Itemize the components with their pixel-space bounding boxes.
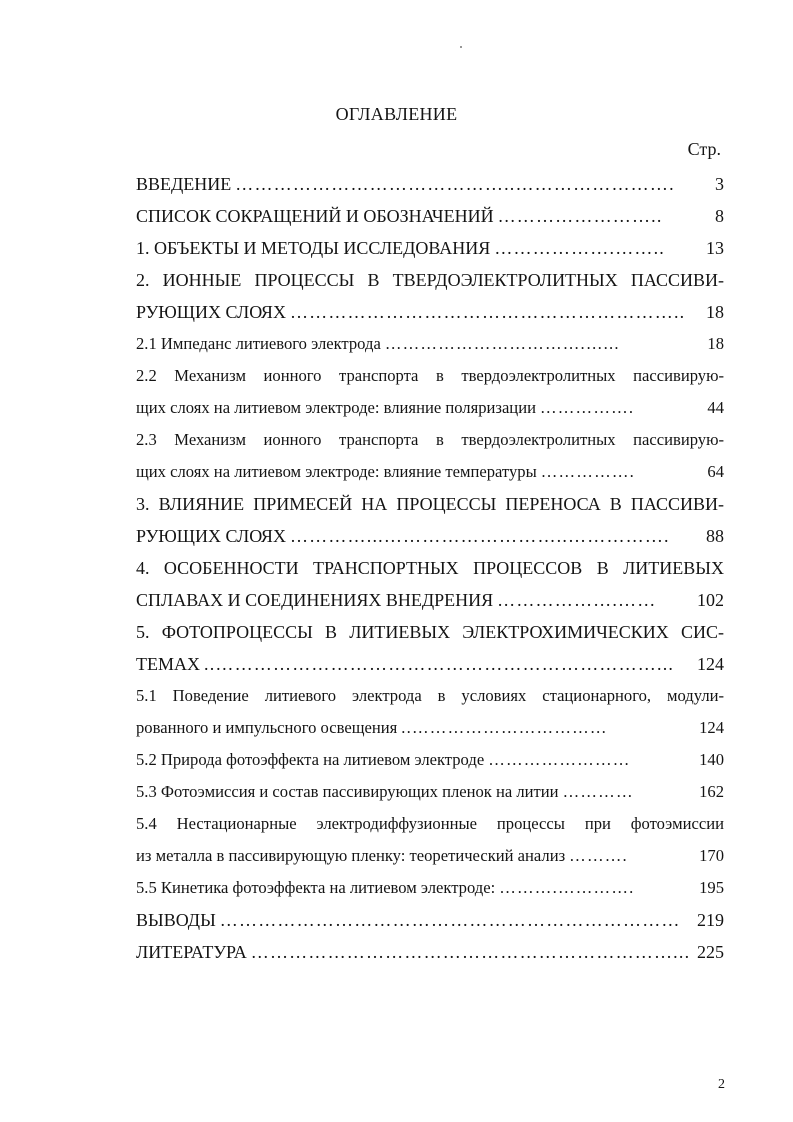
leader-dots: …………………………….…... <box>384 334 620 353</box>
leader-dots: ..…………………………… <box>401 718 608 737</box>
page-ref: 18 <box>707 334 724 353</box>
leader-dots: ……………. <box>540 462 636 481</box>
toc-title: ОГЛАВЛЕНИЕ <box>335 104 458 124</box>
leader-dots: …………………… <box>488 750 631 769</box>
page-ref: 18 <box>706 302 724 322</box>
page-ref: 170 <box>699 846 724 865</box>
leader-dots: …………………………………………………………... <box>250 942 691 962</box>
toc-entry-chapter-3-cont: РУЮЩИХ СЛОЯХ …………...………………………..……………. 88 <box>136 520 724 552</box>
leader-dots: ..……………………………………………………………... <box>204 654 675 674</box>
page-ref: 195 <box>699 878 724 897</box>
leader-dots: ……….…………. <box>499 878 635 897</box>
leader-dots: ……………………………………………………………… <box>219 910 681 930</box>
toc-entry-section-5-2: 5.2 Природа фотоэффекта на литиевом электроде …………………… 140 <box>136 744 724 776</box>
leader-dots: ……………. <box>539 398 635 417</box>
toc-entry-section-2-1: 2.1 Импеданс литиевого электрода …………………………….…... 18 <box>136 328 724 360</box>
page-ref: 124 <box>699 718 724 737</box>
toc-entry-section-2-2: 2.2 Механизм ионного транспорта в твердоэлектролитных пассивирую- <box>136 366 724 385</box>
toc-entry-chapter-4: 4. ОСОБЕННОСТИ ТРАНСПОРТНЫХ ПРОЦЕССОВ В ЛИТИЕВЫХ <box>136 558 724 578</box>
page-ref: 162 <box>699 782 724 801</box>
page-ref: 225 <box>697 942 724 962</box>
toc-entry-section-5-1: 5.1 Поведение литиевого электрода в условиях стационарного, модули- <box>136 686 724 705</box>
toc-entry-section-2-3-cont: щих слоях на литиевом электроде: влияние температуры ……………. 64 <box>136 456 724 488</box>
leader-dots: ……………………………………..……………………. <box>235 174 675 194</box>
page-ref: 102 <box>697 590 724 610</box>
page-ref: 13 <box>706 238 724 258</box>
toc-entry-chapter-2-cont: РУЮЩИХ СЛОЯХ …………………………………………………….. 18 <box>136 296 724 328</box>
page-ref: 219 <box>697 910 724 930</box>
toc-entry-section-5-4-cont: из металла в пассивирующую пленку: теоретический анализ ………. 170 <box>136 840 724 872</box>
page-ref: 140 <box>699 750 724 769</box>
toc-entry-section-5-4: 5.4 Нестационарные электродиффузионные процессы при фотоэмиссии <box>136 814 724 833</box>
toc-entry-section-5-5: 5.5 Кинетика фотоэффекта на литиевом электроде: ……….…………. 195 <box>136 872 724 904</box>
toc-entry-section-2-3: 2.3 Механизм ионного транспорта в твердоэлектролитных пассивирую- <box>136 430 724 449</box>
toc-entry-chapter-3: 3. ВЛИЯНИЕ ПРИМЕСЕЙ НА ПРОЦЕССЫ ПЕРЕНОСА В ПАССИВИ- <box>136 494 724 514</box>
page-ref: 64 <box>707 462 724 481</box>
leader-dots: ………. <box>569 846 628 865</box>
leader-dots: ……………….…… <box>497 590 657 610</box>
toc-entry-literature: ЛИТЕРАТУРА …………………………………………………………... 225 <box>136 936 724 968</box>
toc-entry-chapter-2: 2. ИОННЫЕ ПРОЦЕССЫ В ТВЕРДОЭЛЕКТРОЛИТНЫХ ПАССИВИ- <box>136 270 724 290</box>
leader-dots: …………...………………………..……………. <box>289 526 670 546</box>
page-column-label: Стр. <box>687 139 721 159</box>
page-ref: 44 <box>707 398 724 417</box>
leader-dots: …………………….. <box>497 206 663 226</box>
leader-dots: ………… <box>562 782 634 801</box>
page-ref: 3 <box>715 174 724 194</box>
page-ref: 88 <box>706 526 724 546</box>
page-ref: 124 <box>697 654 724 674</box>
toc-entry-chapter-4-cont: СПЛАВАХ И СОЕДИНЕНИЯХ ВНЕДРЕНИЯ ……………….…… 102 <box>136 584 724 616</box>
toc-entry-chapter-1: 1. ОБЪЕКТЫ И МЕТОДЫ ИССЛЕДОВАНИЯ ……………….…….. 13 <box>136 232 724 264</box>
toc-entry-conclusions: ВЫВОДЫ ……………………………………………………………… 219 <box>136 904 724 936</box>
page-number: 2 <box>718 1077 725 1092</box>
toc-entry-section-5-3: 5.3 Фотоэмиссия и состав пассивирующих пленок на литии ………… 162 <box>136 776 724 808</box>
leader-dots: ……………….…….. <box>494 238 666 258</box>
scan-speck <box>460 46 462 48</box>
toc-entry-section-5-1-cont: рованного и импульсного освещения ..…………………………… 124 <box>136 712 724 744</box>
page-ref: 8 <box>715 206 724 226</box>
toc-entry-chapter-5-cont: ТЕМАХ ..……………………………………………………………... 124 <box>136 648 724 680</box>
toc-entry-chapter-5: 5. ФОТОПРОЦЕССЫ В ЛИТИЕВЫХ ЭЛЕКТРОХИМИЧЕСКИХ СИС- <box>136 622 724 642</box>
leader-dots: …………………………………………………….. <box>289 302 686 322</box>
toc-entry-section-2-2-cont: щих слоях на литиевом электроде: влияние поляризации ……………. 44 <box>136 392 724 424</box>
toc-entry-abbreviations: СПИСОК СОКРАЩЕНИЙ И ОБОЗНАЧЕНИЙ …………………….. 8 <box>136 200 724 232</box>
toc-entry-introduction: ВВЕДЕНИЕ ……………………………………..……………………. 3 <box>136 168 724 200</box>
